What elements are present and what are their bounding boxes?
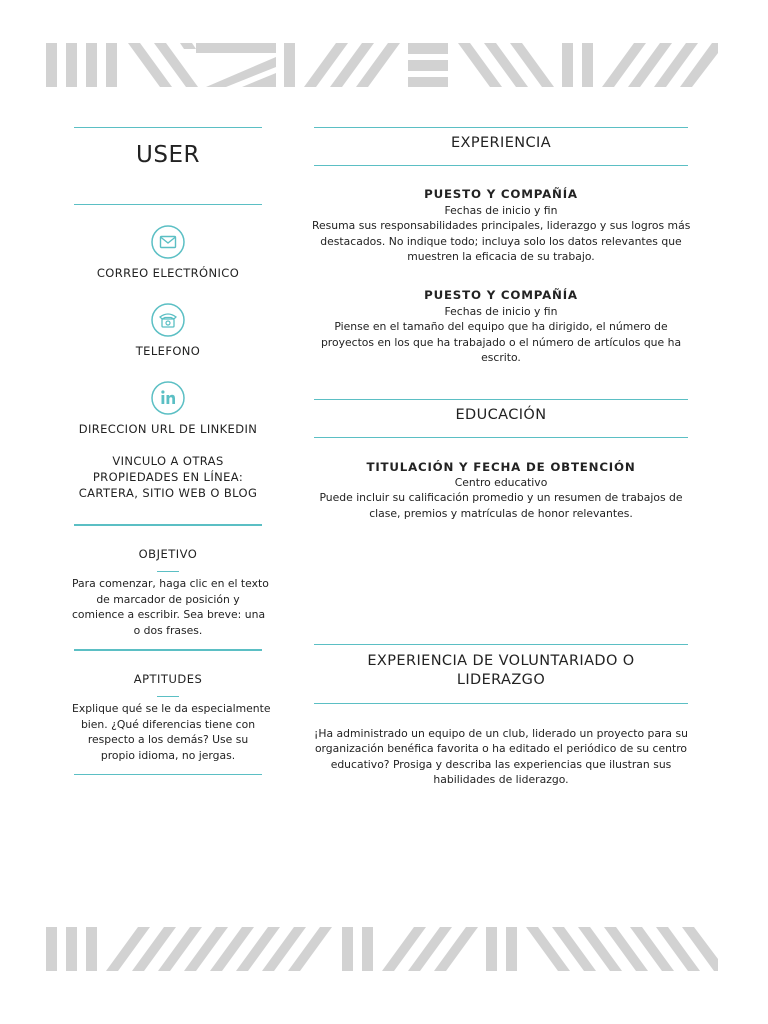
education-bottom-rule: [314, 437, 688, 438]
objective-heading: OBJETIVO: [138, 547, 198, 561]
volunteer-heading: [314, 652, 688, 690]
envelope-icon: [151, 225, 185, 259]
entry-line: Puede incluir su calificación promedio y un resumen de trabajos de: [319, 491, 683, 505]
volunteer-body: [312, 726, 690, 787]
volunteer-line: habilidades de liderazgo.: [433, 772, 569, 786]
other-links: [74, 453, 262, 501]
experience-heading: EXPERIENCIA: [450, 135, 552, 151]
entry-line: Fechas de inicio y fin: [444, 305, 558, 318]
header-stripes: [46, 43, 718, 87]
name-top-rule: [74, 127, 262, 128]
links-line: CARTERA, SITIO WEB O BLOG: [78, 486, 258, 500]
objective-short-rule: [157, 571, 179, 572]
objective-line: o dos frases.: [133, 623, 203, 637]
volunteer-line: organización benéfica favorita o ha editado el periódico de su centro: [314, 742, 688, 756]
name-bottom-rule: [74, 204, 262, 205]
linkedin-icon: [151, 381, 185, 415]
skills-bottom-rule: [74, 774, 262, 775]
experience-entry-body: [312, 203, 690, 264]
education-entry-body: [312, 475, 690, 521]
volunteer-line: educativo? Prosiga y describa las experiencias que ilustran sus: [330, 757, 672, 771]
linkedin-label: DIRECCION URL DE LINKEDIN: [78, 422, 258, 436]
objective-text: [72, 576, 269, 638]
volunteer-heading-line: EXPERIENCIA DE VOLUNTARIADO O: [367, 653, 635, 669]
experience-top-rule: [314, 127, 688, 128]
entry-line: escrito.: [481, 350, 521, 364]
objective-top-rule: [74, 524, 262, 526]
experience-entry-title: PUESTO Y COMPAÑÍA: [424, 187, 578, 201]
phone-label: TELEFONO: [135, 344, 201, 358]
volunteer-bottom-rule: [314, 703, 688, 704]
skills-heading: APTITUDES: [133, 672, 203, 686]
links-line: VINCULO A OTRAS: [112, 454, 224, 468]
entry-line: Centro educativo: [454, 476, 548, 489]
volunteer-top-rule: [314, 644, 688, 645]
objective-line: de marcador de posición y: [96, 592, 240, 606]
volunteer-heading-line: LIDERAZGO: [456, 672, 546, 688]
entry-line: clase, premios y matrículas de honor relevantes.: [369, 506, 633, 520]
objective-line: comience a escribir. Sea breve: una: [72, 608, 266, 621]
footer-pattern-band: [46, 927, 718, 971]
skills-top-rule: [74, 649, 262, 651]
entry-line: proyectos en los que ha trabajado o el número de artículos que ha: [320, 335, 682, 349]
education-top-rule: [314, 399, 688, 400]
entry-line: destacados. No indique todo; incluya solo los datos relevantes que: [320, 234, 682, 248]
user-name: USER: [136, 142, 200, 168]
skills-line: respecto a los demás? Use su: [87, 733, 249, 746]
header-pattern-band: [46, 43, 718, 87]
experience-entry-body: [312, 304, 690, 365]
skills-line: propio idioma, no jergas.: [100, 748, 236, 762]
entry-line: Piense en el tamaño del equipo que ha dirigido, el número de: [334, 320, 668, 334]
skills-short-rule: [157, 696, 179, 697]
entry-line: muestren la eficacia de su trabajo.: [407, 249, 595, 263]
skills-line: Explique qué se le da especialmente: [72, 702, 271, 715]
entry-line: Resuma sus responsabilidades principales, liderazgo y sus logros más: [312, 219, 691, 233]
email-label: CORREO ELECTRÓNICO: [96, 266, 240, 280]
education-heading: EDUCACIÓN: [455, 407, 547, 423]
objective-line: Para comenzar, haga clic en el texto: [72, 577, 269, 590]
links-line: PROPIEDADES EN LÍNEA:: [92, 470, 244, 484]
education-entry-title: TITULACIÓN Y FECHA DE OBTENCIÓN: [366, 460, 636, 474]
skills-line: bien. ¿Qué diferencias tiene con: [80, 717, 256, 731]
skills-text: [72, 701, 271, 763]
entry-line: Fechas de inicio y fin: [444, 204, 558, 217]
experience-bottom-rule: [314, 165, 688, 166]
footer-stripes: [46, 927, 718, 971]
phone-icon: [151, 303, 185, 337]
volunteer-line: ¡Ha administrado un equipo de un club, liderado un proyecto para su: [314, 727, 688, 740]
experience-entry-title: PUESTO Y COMPAÑÍA: [424, 288, 578, 302]
